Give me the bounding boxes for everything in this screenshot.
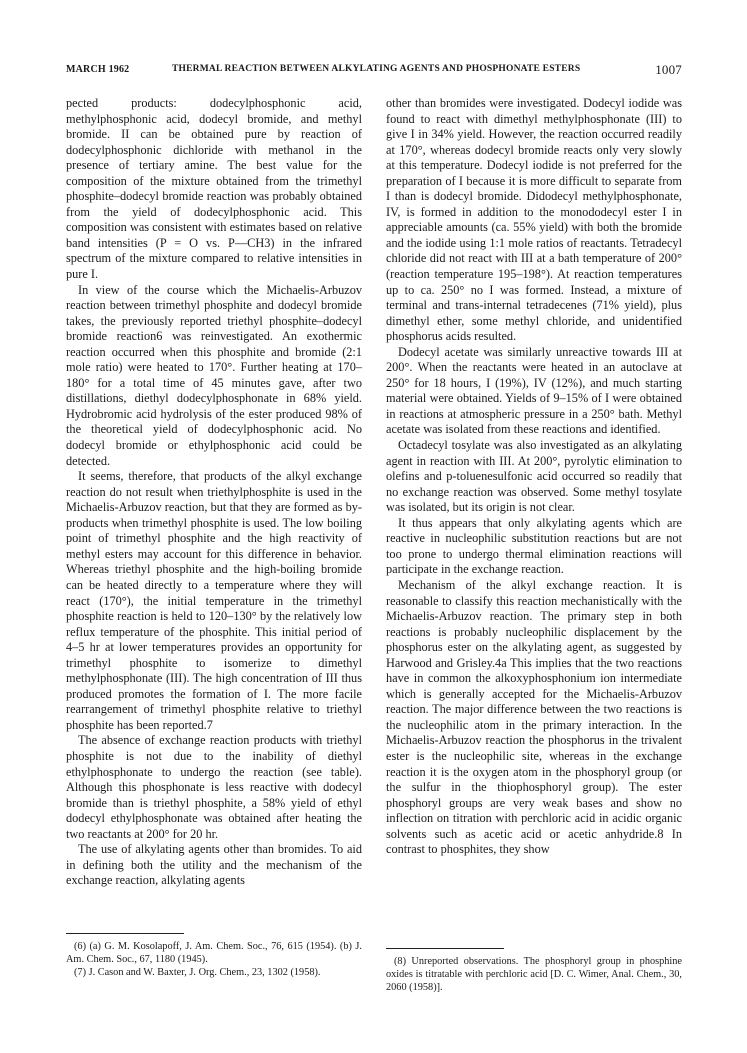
paragraph: Dodecyl acetate was similarly unreactive towards III at 200°. When the reactants were heated in an autoclave at 250° for 18 hours, I (19%), IV (12%), and much starting material were obtained. Yields of 9–15% of I were obtained in reactions at atmospheric pressure in a 250° bath. Methyl acetate was isolated from these reactions and identified.	[386, 344, 682, 437]
footnote: (7) J. Cason and W. Baxter, J. Org. Chem., 23, 1302 (1958).	[74, 967, 321, 978]
footnote: (8) Unreported observations. The phosphoryl group in phosphine oxides is titratable with perchloric acid [D. C. Wimer, Anal. Chem., 30, 2060 (1958)].	[386, 956, 682, 993]
paragraph: other than bromides were investigated. Dodecyl iodide was found to react with dimethyl methylphosphonate (III) to give I in 34% yield. However, the reaction occurred readily at 170°, whereas dodecyl bromide reacts only very slowly at this temperature. Dodecyl iodide is not preferred for the preparation of I because it is more difficult to separate from I than is dodecyl bromide. Didodecyl methylphosphonate, IV, is formed in addition to the monododecyl ester I in appreciable amounts (ca. 55% yield) with both the bromide and the iodide using 1:1 mole ratios of reactants. Tetradecyl chloride did not react with III at a bath temperature of 200° (reaction temperature 195–198°). At reaction temperatures up to ca. 250° no I was formed. Instead, a mixture of terminal and trans-internal tetradecenes (71% yield), plus dimethyl ether, some methyl chloride, and unidentified phosphorus acids resulted.	[386, 96, 682, 344]
paragraph-section-heading: The use of alkylating agents other than bromides. To aid in defining both the utility and the mechanism of the exchange reaction, alkylating agents	[66, 842, 362, 888]
paragraph-section-heading: Mechanism of the alkyl exchange reaction. It is reasonable to classify this reaction mechanistically with the Michaelis-Arbuzov reaction. The primary step in both reactions is probably nucleophilic displacement by the phosphorus ester on the alkylating agent, as suggested by Harwood and Grisley.4a This implies that the two reactions have in common the alkoxyphosphonium ion intermediate which is generally accepted for the Michaelis-Arbuzov reaction. The major difference between the two reactions is the nucleophilic atom in the primary interaction. In the Michaelis-Arbuzov reaction the phosphorus in the trivalent ester is the nucleophilic site, whereas in the exchange reaction it is the oxygen atom in the phosphoryl group (or the sulfur in the thiophosphoryl group). The ester phosphoryl groups are very weak bases and show no inflection on titration with perchloric acid in acidic organic solvents such as acetic acid or acetic anhydride.8 In contrast to phosphites, they show	[386, 577, 682, 857]
header-date: MARCH 1962	[66, 64, 130, 75]
left-column	[66, 96, 362, 889]
paragraph: Octadecyl tosylate was also investigated as an alkylating agent in reaction with III. At 200°, pyrolytic elimination to olefins and p-toluenesulfonic acid occurred so readily that no exchange reaction was observed. Some methyl tosylate was isolated, but its origin is not clear.	[386, 438, 682, 515]
paragraph: In view of the course which the Michaelis-Arbuzov reaction between trimethyl phosphite and dodecyl bromide takes, the previously reported triethyl phosphite–dodecyl bromide reaction6 was reinvestigated. An exothermic reaction occurred when this phosphite and bromide (2:1 mole ratio) were heated to 170°. Further heating at 170–180° for a total time of 45 minutes gave, after two distillations, diethyl dodecylphosphonate in 68% yield. Hydrobromic acid hydrolysis of the ester produced 98% of the theoretical yield of dodecylphosphonic acid. No dodecyl bromide or ethylphosphonic acid could be detected.	[66, 282, 362, 468]
paragraph: It seems, therefore, that products of the alkyl exchange reaction do not result when triethylphosphite is used in the Michaelis-Arbuzov reaction, but that they are formed as by-products when trimethyl phosphite is used. The low boiling point of trimethyl phosphite and the high reactivity of methyl esters may account for this difference in behavior. Whereas triethyl phosphite and the high-boiling bromide can be heated directly to a temperature where they will react (170°), the initial temperature in the trimethyl phosphite reaction is held to 120–130° by the relatively low reflux temperature of the phosphite. This initial period of 4–5 hr at lower temperatures provides an opportunity for trimethyl phosphite to isomerize to dimethyl methylphosphonate (III). The high concentration of III thus produced promotes the formation of I. The more facile rearrangement of trimethyl phosphite relative to triethyl phosphite has been reported.7	[66, 469, 362, 732]
paragraph: pected products: dodecylphosphonic acid, methylphosphonic acid, dodecyl bromide, and methyl bromide. II can be obtained pure by reaction of dodecylphosphonic dichloride with methanol in the presence of tertiary amine. The best value for the composition of the mixture obtained from the trimethyl phosphite–dodecyl bromide reaction was probably obtained from the yield of dodecylphosphonic acid. This composition was consistent with estimates based on relative band intensities (P = O vs. P—CH3) in the infrared spectrum of the mixture compared to relative intensities in pure I.	[66, 96, 362, 282]
paragraph: The absence of exchange reaction products with triethyl phosphite is not due to the inability of diethyl ethylphosphonate to undergo the reaction (see table). Although this phosphonate is less reactive with dodecyl bromide than is triethyl phosphite, a 58% yield of ethyl dodecyl ethylphosphonate was obtained after heating the two reactants at 200° for 20 hr.	[66, 733, 362, 841]
footnote-rule	[66, 933, 184, 934]
header-page-number: 1007	[655, 62, 682, 77]
footnotes-left	[66, 940, 362, 979]
header-running-title: THERMAL REACTION BETWEEN ALKYLATING AGENTS AND PHOSPHONATE ESTERS	[172, 64, 581, 74]
footnote: (6) (a) G. M. Kosolapoff, J. Am. Chem. Soc., 76, 615 (1954). (b) J. Am. Chem. Soc., 67, 1180 (1945).	[66, 941, 362, 965]
footnotes-right	[386, 955, 682, 994]
footnote-rule	[386, 948, 504, 949]
running-header	[66, 63, 682, 79]
paragraph: It thus appears that only alkylating agents which are reactive in nucleophilic substitution reactions but are not too prone to undergo thermal elimination reactions will participate in the exchange reaction.	[386, 515, 682, 577]
right-column	[386, 96, 682, 858]
